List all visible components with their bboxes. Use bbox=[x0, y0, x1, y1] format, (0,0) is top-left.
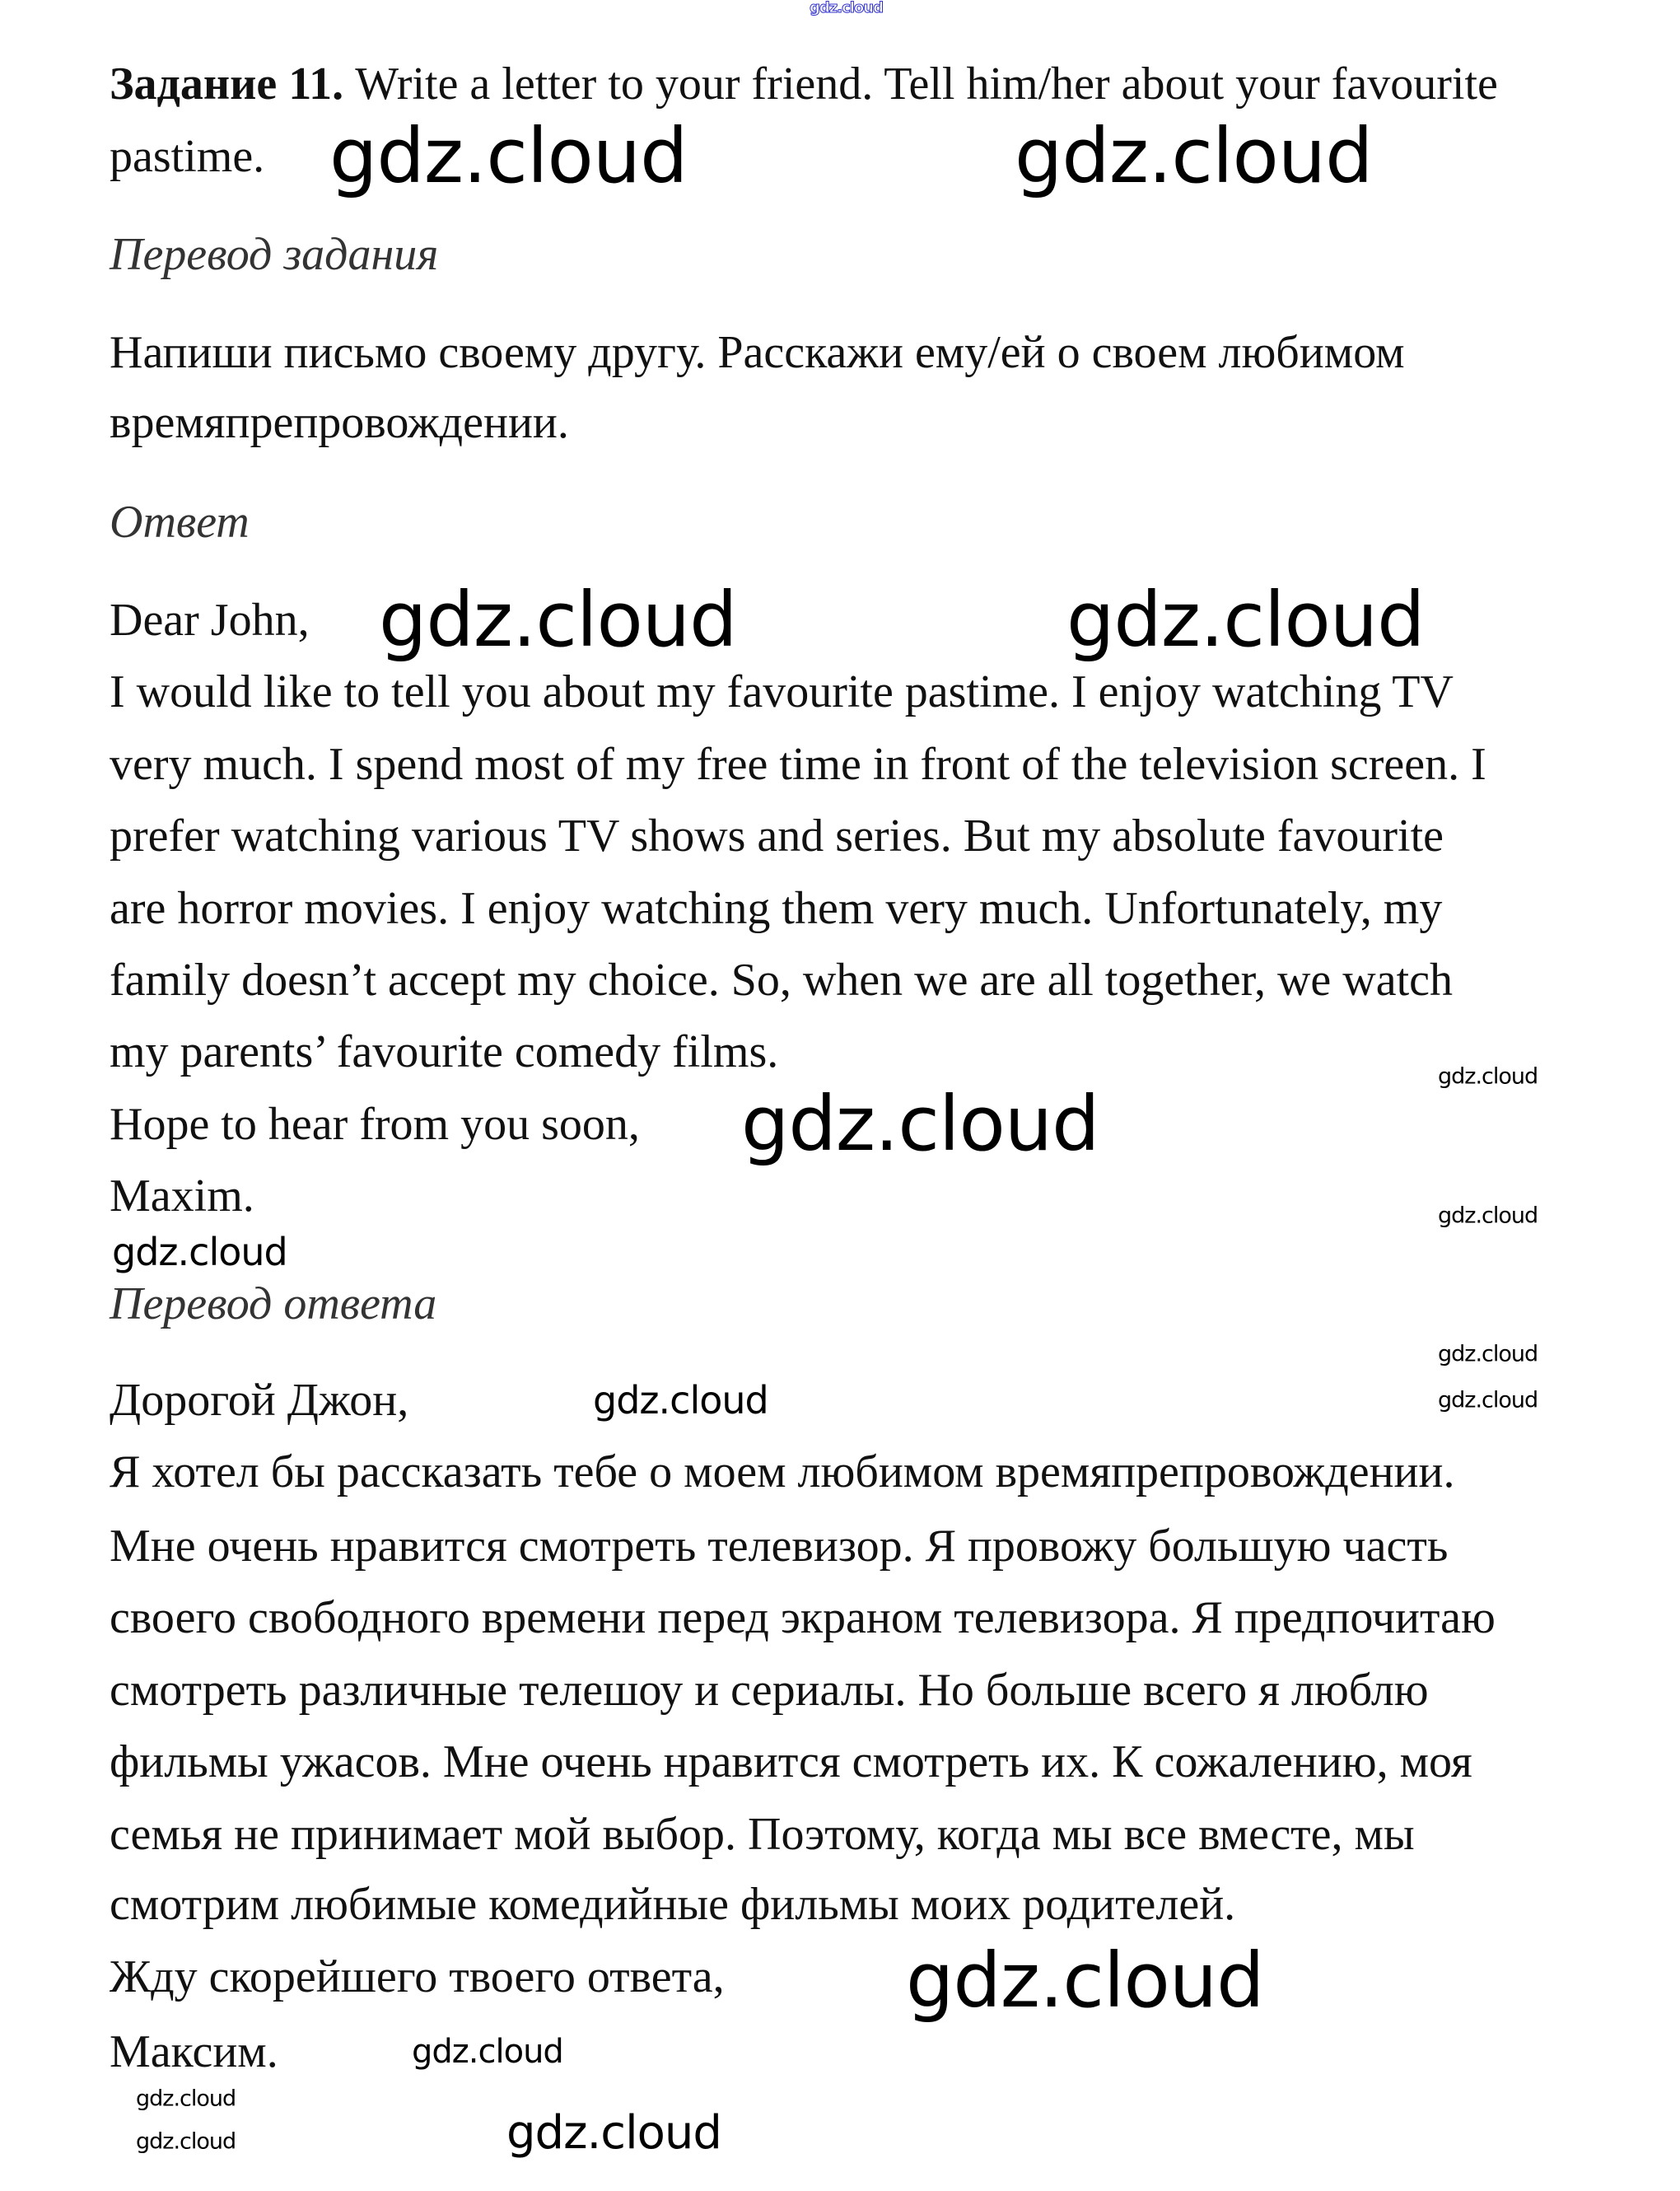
answer-closing: Hope to hear from you soon, bbox=[110, 1099, 640, 1150]
answer-line: very much. I spend most of my free time in front of the television screen. I bbox=[110, 739, 1486, 790]
answer-line: family doesn’t accept my choice. So, when we are all together, we watch bbox=[110, 955, 1453, 1006]
answer-greeting: Dear John, bbox=[110, 595, 310, 646]
answer-translation-closing: Жду скорейшего твоего ответа, bbox=[110, 1951, 725, 2002]
answer-translation-line: Мне очень нравится смотреть телевизор. Я провожу большую часть bbox=[110, 1521, 1449, 1572]
answer-translation-line: семья не принимает мой выбор. Поэтому, когда мы все вместе, мы bbox=[110, 1809, 1415, 1860]
watermark: gdz.cloud bbox=[1066, 576, 1425, 664]
task-translation-line: Напиши письмо своему другу. Расскажи ему/ей о своем любимом bbox=[110, 327, 1405, 378]
watermark: gdz.cloud bbox=[1438, 1341, 1538, 1367]
answer-signature: Maxim. bbox=[110, 1170, 254, 1222]
answer-line: I would like to tell you about my favourite pastime. I enjoy watching TV bbox=[110, 666, 1454, 717]
watermark: gdz.cloud bbox=[506, 2106, 721, 2160]
watermark: gdz.cloud bbox=[810, 0, 883, 16]
answer-translation-line: Я хотел бы рассказать тебе о моем любимом времяпрепровождении. bbox=[110, 1446, 1455, 1497]
task-line-2: pastime. bbox=[110, 131, 265, 182]
watermark: gdz.cloud bbox=[906, 1936, 1264, 2025]
answer-translation-line: фильмы ужасов. Мне очень нравится смотреть их. К сожалению, моя bbox=[110, 1736, 1472, 1787]
answer-translation-heading: Перевод ответа bbox=[110, 1278, 437, 1329]
answer-heading: Ответ bbox=[110, 497, 250, 548]
answer-translation-line: своего свободного времени перед экраном телевизора. Я предпочитаю bbox=[110, 1592, 1496, 1643]
task-label: Задание 11. bbox=[110, 58, 344, 110]
answer-line: my parents’ favourite comedy films. bbox=[110, 1026, 779, 1077]
watermark: gdz.cloud bbox=[1438, 1387, 1538, 1413]
watermark: gdz.cloud bbox=[741, 1080, 1099, 1168]
watermark: gdz.cloud bbox=[1438, 1063, 1538, 1090]
watermark: gdz.cloud bbox=[136, 2086, 236, 2112]
watermark: gdz.cloud bbox=[593, 1378, 768, 1423]
answer-translation-line: смотрим любимые комедийные фильмы моих родителей. bbox=[110, 1879, 1236, 1930]
answer-translation-signature: Максим. bbox=[110, 2026, 278, 2077]
watermark: gdz.cloud bbox=[329, 112, 688, 200]
watermark: gdz.cloud bbox=[136, 2128, 236, 2155]
watermark: gdz.cloud bbox=[1438, 1203, 1538, 1229]
answer-line: prefer watching various TV shows and series. But my absolute favourite bbox=[110, 811, 1444, 862]
task-translation-line: времяпрепровождении. bbox=[110, 397, 569, 448]
watermark: gdz.cloud bbox=[412, 2033, 563, 2071]
answer-translation-greeting: Дорогой Джон, bbox=[110, 1375, 409, 1426]
answer-translation-line: смотреть различные телешоу и сериалы. Но больше всего я люблю bbox=[110, 1665, 1429, 1716]
task-line-1 bbox=[110, 58, 1498, 110]
watermark: gdz.cloud bbox=[1015, 112, 1373, 200]
watermark: gdz.cloud bbox=[379, 576, 737, 664]
task-text: Write a letter to your friend. Tell him/her about your favourite bbox=[343, 58, 1498, 110]
task-translation-heading: Перевод задания bbox=[110, 229, 439, 280]
answer-line: are horror movies. I enjoy watching them very much. Unfortunately, my bbox=[110, 883, 1443, 934]
watermark: gdz.cloud bbox=[112, 1230, 287, 1274]
